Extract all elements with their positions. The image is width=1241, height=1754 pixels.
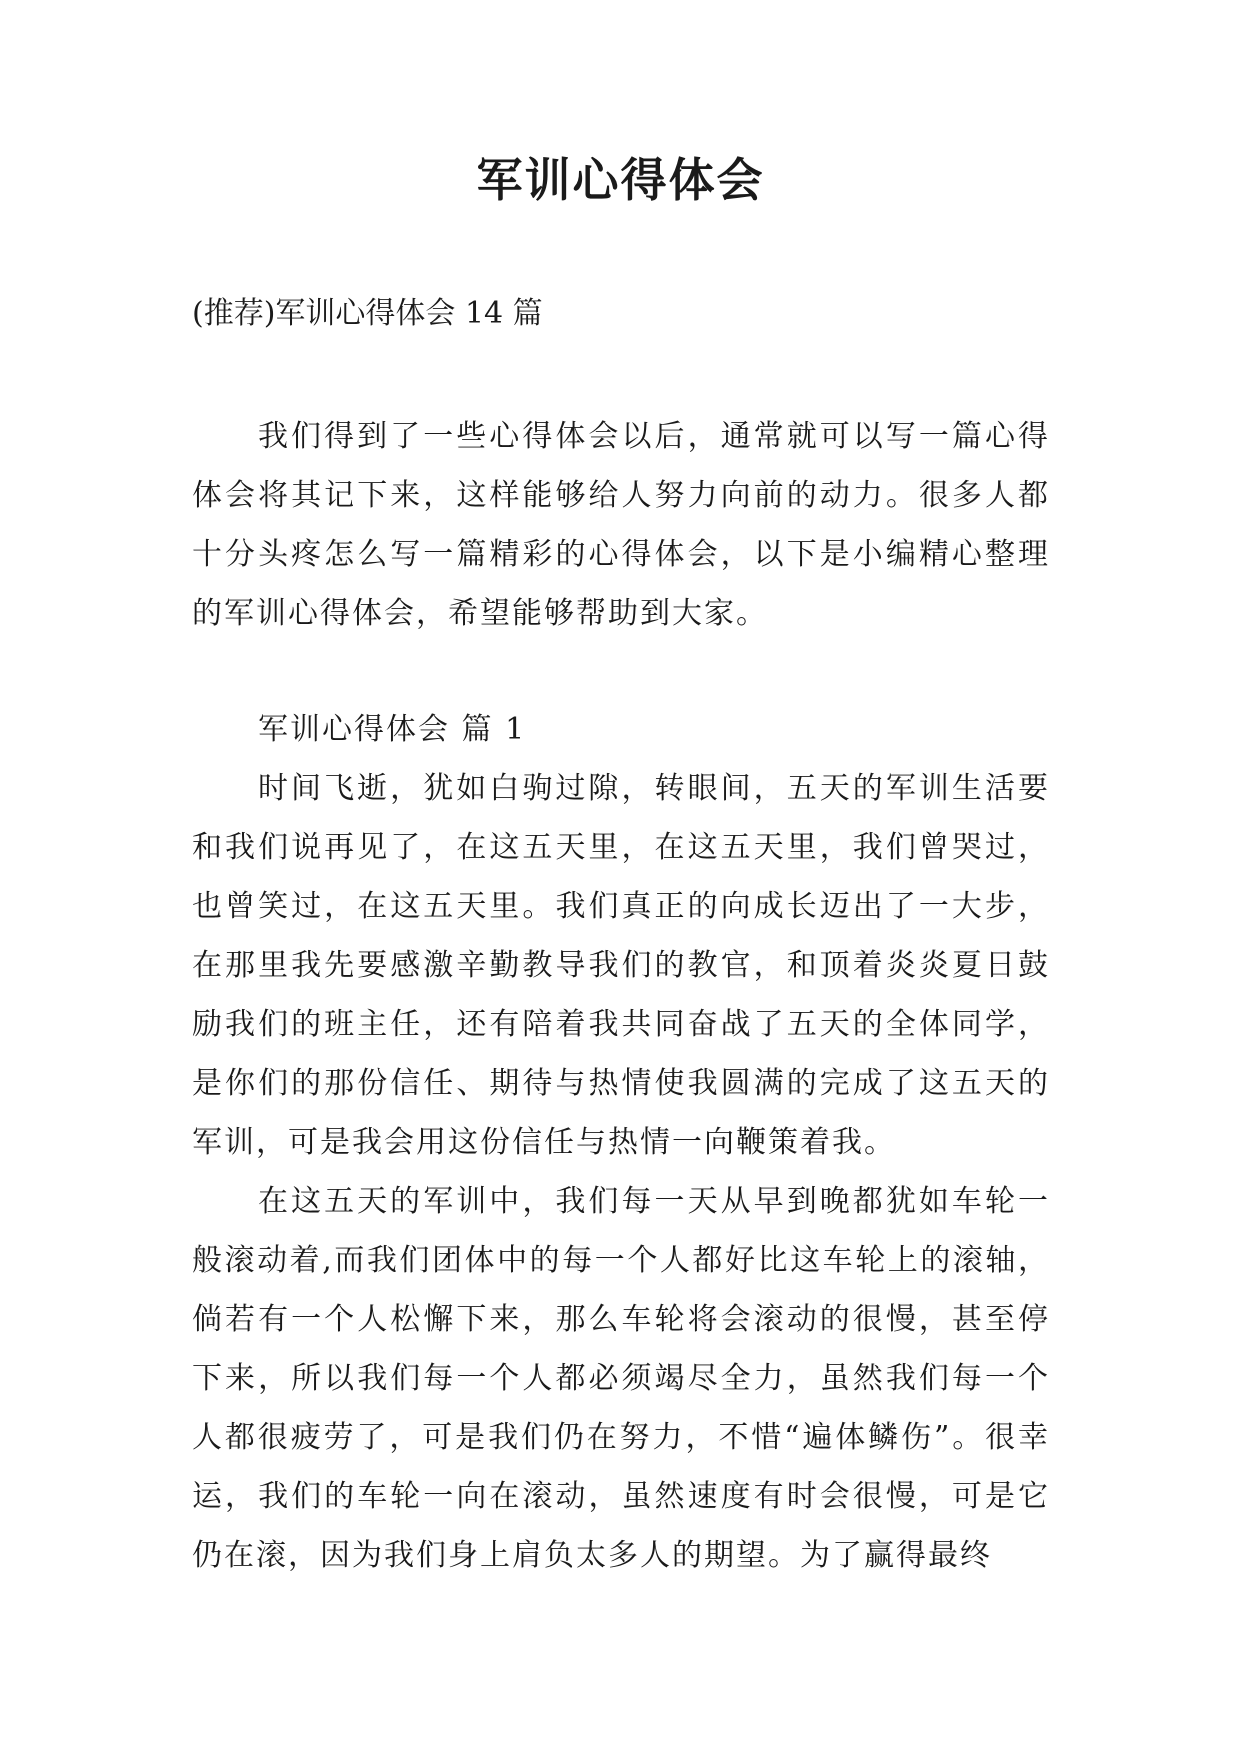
document-subtitle: (推荐)军训心得体会 14 篇 [192,296,543,331]
body-paragraph-1: 时间飞逝，犹如白驹过隙，转眼间，五天的军训生活要和我们说再见了，在这五天里，在这五天里，我们曾哭过，也曾笑过，在这五天里。我们真正的向成长迈出了一大步，在那里我先要感激辛勤教导我们的教官，和顶着炎炎夏日鼓励我们的班主任，还有陪着我共同奋战了五天的全体同学，是你们的那份信任、期待与热情使我圆满的完成了这五天的军训，可是我会用这份信任与热情一向鞭策着我。 [192,771,1050,1160]
body-paragraph-2: 在这五天的军训中，我们每一天从早到晚都犹如车轮一般滚动着,而我们团体中的每一个人都好比这车轮上的滚轴，倘若有一个人松懈下来，那么车轮将会滚动的很慢，甚至停下来，所以我们每一个人都必须竭尽全力，虽然我们每一个人都很疲劳了，可是我们仍在努力，不惜“遍体鳞伤”。很幸运，我们的车轮一向在滚动，虽然速度有时会很慢，可是它仍在滚，因为我们身上肩负太多人的期望。为了赢得最终 [192,1184,1050,1573]
section-heading: 军训心得体会 篇 1 [258,712,527,747]
document-title: 军训心得体会 [476,153,765,207]
intro-paragraph: 我们得到了一些心得体会以后，通常就可以写一篇心得体会将其记下来，这样能够给人努力向前的动力。很多人都十分头疼怎么写一篇精彩的心得体会，以下是小编精心整理的军训心得体会，希望能够帮助到大家。 [192,419,1050,631]
